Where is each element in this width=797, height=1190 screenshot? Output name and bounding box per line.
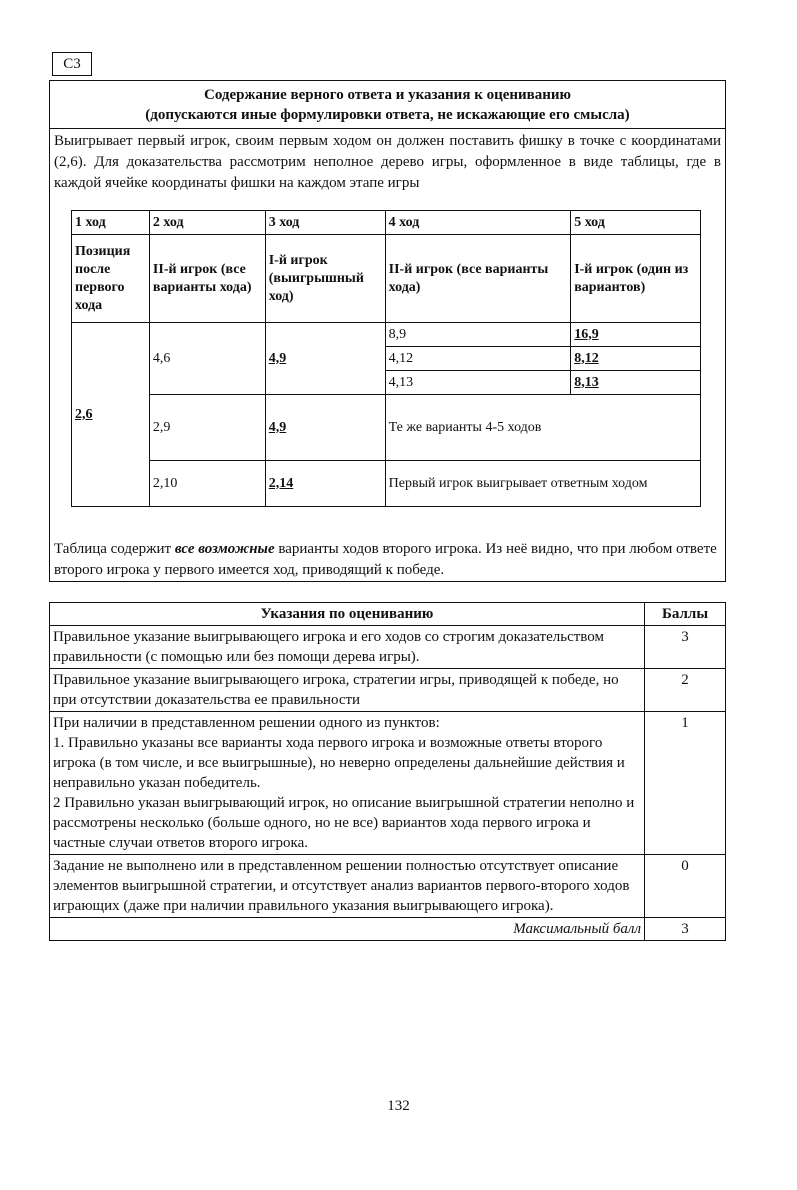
- subheader-move-4: II-й игрок (все варианты хода): [385, 235, 571, 323]
- header-move-4: 4 ход: [385, 211, 571, 235]
- answer-header-line1: Содержание верного ответа и указания к оцениванию: [203, 87, 572, 103]
- task-label: С3: [52, 52, 92, 76]
- grading-points-header: Баллы: [645, 603, 726, 626]
- subheader-move-3: I-й игрок (выигрышный ход): [265, 235, 385, 323]
- header-move-2: 2 ход: [149, 211, 265, 235]
- conclusion-emphasis: все возможные: [174, 541, 275, 557]
- subheader-move-5: I-й игрок (один из вариантов): [571, 235, 701, 323]
- grading-criterion: [50, 712, 645, 855]
- row-a-option-1-move-5: 16,9: [574, 326, 599, 342]
- grading-row: [50, 712, 726, 855]
- row-b-move-2: 2,9: [149, 395, 265, 461]
- max-score-label: Максимальный балл: [50, 918, 645, 941]
- first-move-cell: [72, 323, 150, 507]
- grading-points: 0: [645, 855, 726, 918]
- subheader-move-1: Позиция после первого хода: [72, 235, 150, 323]
- grading-row: [50, 626, 726, 669]
- grading-points: 3: [645, 626, 726, 669]
- row-a-option-2-move-4: 4,12: [385, 347, 571, 371]
- header-move-5: 5 ход: [571, 211, 701, 235]
- row-a-move-2: 4,6: [149, 323, 265, 395]
- answer-section: [49, 80, 726, 582]
- answer-header-line2: (допускаются иные формулировки ответа, не искажающие его смысла): [145, 107, 630, 123]
- table-row: [72, 323, 701, 347]
- table-header-row: [72, 211, 701, 235]
- grading-table: [49, 602, 726, 941]
- grading-criterion-line: 2 Правильно указан выигрывающий игрок, но описание выигрышной стратегии неполно и рассмотрены несколько (больше одного, но не все) вариантов хода первого игрока и частные случаи ответов второго игрока.: [53, 795, 635, 851]
- row-c-move-3-cell: [265, 461, 385, 507]
- table-subheader-row: [72, 235, 701, 323]
- table-row: [72, 395, 701, 461]
- grading-header-row: [50, 603, 726, 626]
- grading-criterion: Правильное указание выигрывающего игрока и его ходов со строгим доказательством правильности (с помощью или без помощи дерева игры).: [50, 626, 645, 669]
- row-b-note: Те же варианты 4-5 ходов: [385, 395, 700, 461]
- grading-criterion: Правильное указание выигрывающего игрока, стратегии игры, приводящей к победе, но при отсутствии доказательства ее правильности: [50, 669, 645, 712]
- grading-criterion: Задание не выполнено или в представленном решении полностью отсутствует описание элементов выигрышной стратегии, и отсутствует анализ вариантов первого-второго ходов играющих (даже при наличии правильного указания выигрывающего игрока).: [50, 855, 645, 918]
- grading-points: 2: [645, 669, 726, 712]
- grading-max-row: [50, 918, 726, 941]
- grading-row: [50, 855, 726, 918]
- row-a-option-1-move-4: 8,9: [385, 323, 571, 347]
- header-move-3: 3 ход: [265, 211, 385, 235]
- conclusion-pre: Таблица содержит: [54, 541, 175, 557]
- game-tree-table: [71, 210, 701, 507]
- grading-points: 1: [645, 712, 726, 855]
- row-b-move-3-cell: [265, 395, 385, 461]
- row-a-option-3-move-4: 4,13: [385, 371, 571, 395]
- max-score-value: 3: [645, 918, 726, 941]
- conclusion-post: варианты ходов второго игрока. Из неё видно, что при любом ответе второго игрока у первого имеется ход, приводящий к победе.: [54, 541, 717, 578]
- row-a-move-3: 4,9: [268, 350, 287, 366]
- grading-criterion-line: При наличии в представленном решении одного из пунктов:: [53, 715, 440, 731]
- row-a-option-2-move-5-cell: [571, 347, 701, 371]
- grading-row: [50, 669, 726, 712]
- answer-header: [50, 81, 725, 129]
- row-b-move-3: 4,9: [268, 419, 287, 435]
- table-row: [72, 461, 701, 507]
- row-a-option-3-move-5: 8,13: [574, 374, 599, 390]
- first-move-value: 2,6: [75, 406, 93, 422]
- grading-criterion-line: 1. Правильно указаны все варианты хода первого игрока и возможные ответы второго игрока (в том числе, и все выигрышные), но неверно определены дальнейшие действия и неправильно указан победитель.: [53, 735, 625, 791]
- row-a-option-3-move-5-cell: [571, 371, 701, 395]
- grading-criteria-header: Указания по оцениванию: [50, 603, 645, 626]
- page-number: 132: [387, 1098, 410, 1114]
- subheader-move-2: II-й игрок (все варианты хода): [149, 235, 265, 323]
- answer-conclusion: [54, 539, 720, 581]
- row-a-option-2-move-5: 8,12: [574, 350, 599, 366]
- header-move-1: 1 ход: [72, 211, 150, 235]
- answer-intro: Выигрывает первый игрок, своим первым ходом он должен поставить фишку в точке с координатами (2,6). Для доказательства рассмотрим неполное дерево игры, оформленное в виде таблицы, где в каждой ячейке координаты фишки на каждом этапе игры: [54, 133, 721, 191]
- row-a-move-3-cell: [265, 323, 385, 395]
- row-a-option-1-move-5-cell: [571, 323, 701, 347]
- row-c-note: Первый игрок выигрывает ответным ходом: [385, 461, 700, 507]
- row-c-move-2: 2,10: [149, 461, 265, 507]
- row-c-move-3: 2,14: [268, 475, 294, 491]
